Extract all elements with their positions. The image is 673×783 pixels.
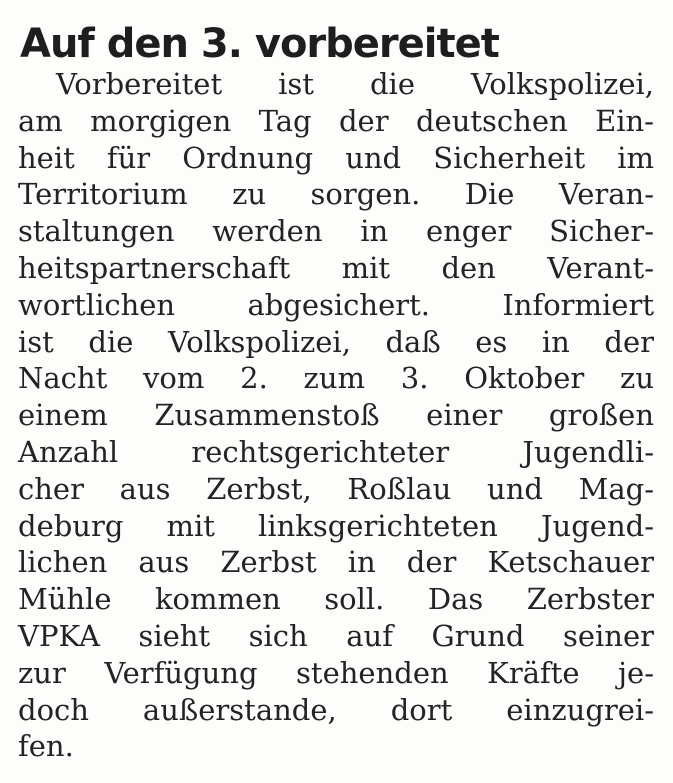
article-line-8: ist die Volkspolizei, daß es in der bbox=[18, 324, 654, 359]
article-line-9: Nacht vom 2. zum 3. Oktober zu bbox=[18, 361, 654, 396]
article-line-14: lichen aus Zerbst in der Ketschauer bbox=[18, 545, 654, 580]
article-line-18: doch außerstande, dort einzugrei- bbox=[18, 692, 654, 727]
article-line-4: Territorium zu sorgen. Die Veran- bbox=[18, 177, 654, 212]
article-line-1: Vorbereitet ist die Volkspolizei, bbox=[56, 67, 654, 101]
article-line-7: wortlichen abgesichert. Informiert bbox=[18, 287, 654, 322]
article-line-13: deburg mit linksgerichteten Jugend- bbox=[18, 508, 654, 543]
article-line-17: zur Verfügung stehenden Kräfte je- bbox=[18, 655, 654, 690]
article-line-5: staltungen werden in enger Sicher- bbox=[18, 214, 654, 249]
article-body bbox=[18, 66, 654, 765]
article-headline: Auf den 3. vorbereitet bbox=[20, 21, 499, 67]
article-line-12: cher aus Zerbst, Roßlau und Mag- bbox=[18, 471, 654, 506]
article-line-11: Anzahl rechtsgerichteter Jugendli- bbox=[18, 434, 654, 469]
article-line-19: fen. bbox=[18, 729, 74, 764]
article-line-15: Mühle kommen soll. Das Zerbster bbox=[18, 582, 654, 617]
article-line-16: VPKA sieht sich auf Grund seiner bbox=[18, 618, 654, 653]
article-line-10: einem Zusammenstoß einer großen bbox=[18, 398, 654, 433]
article-line-3: heit für Ordnung und Sicherheit im bbox=[18, 140, 654, 175]
article-line-2: am morgigen Tag der deutschen Ein- bbox=[18, 103, 654, 138]
article-line-6: heitspartnerschaft mit den Verant- bbox=[18, 250, 654, 285]
